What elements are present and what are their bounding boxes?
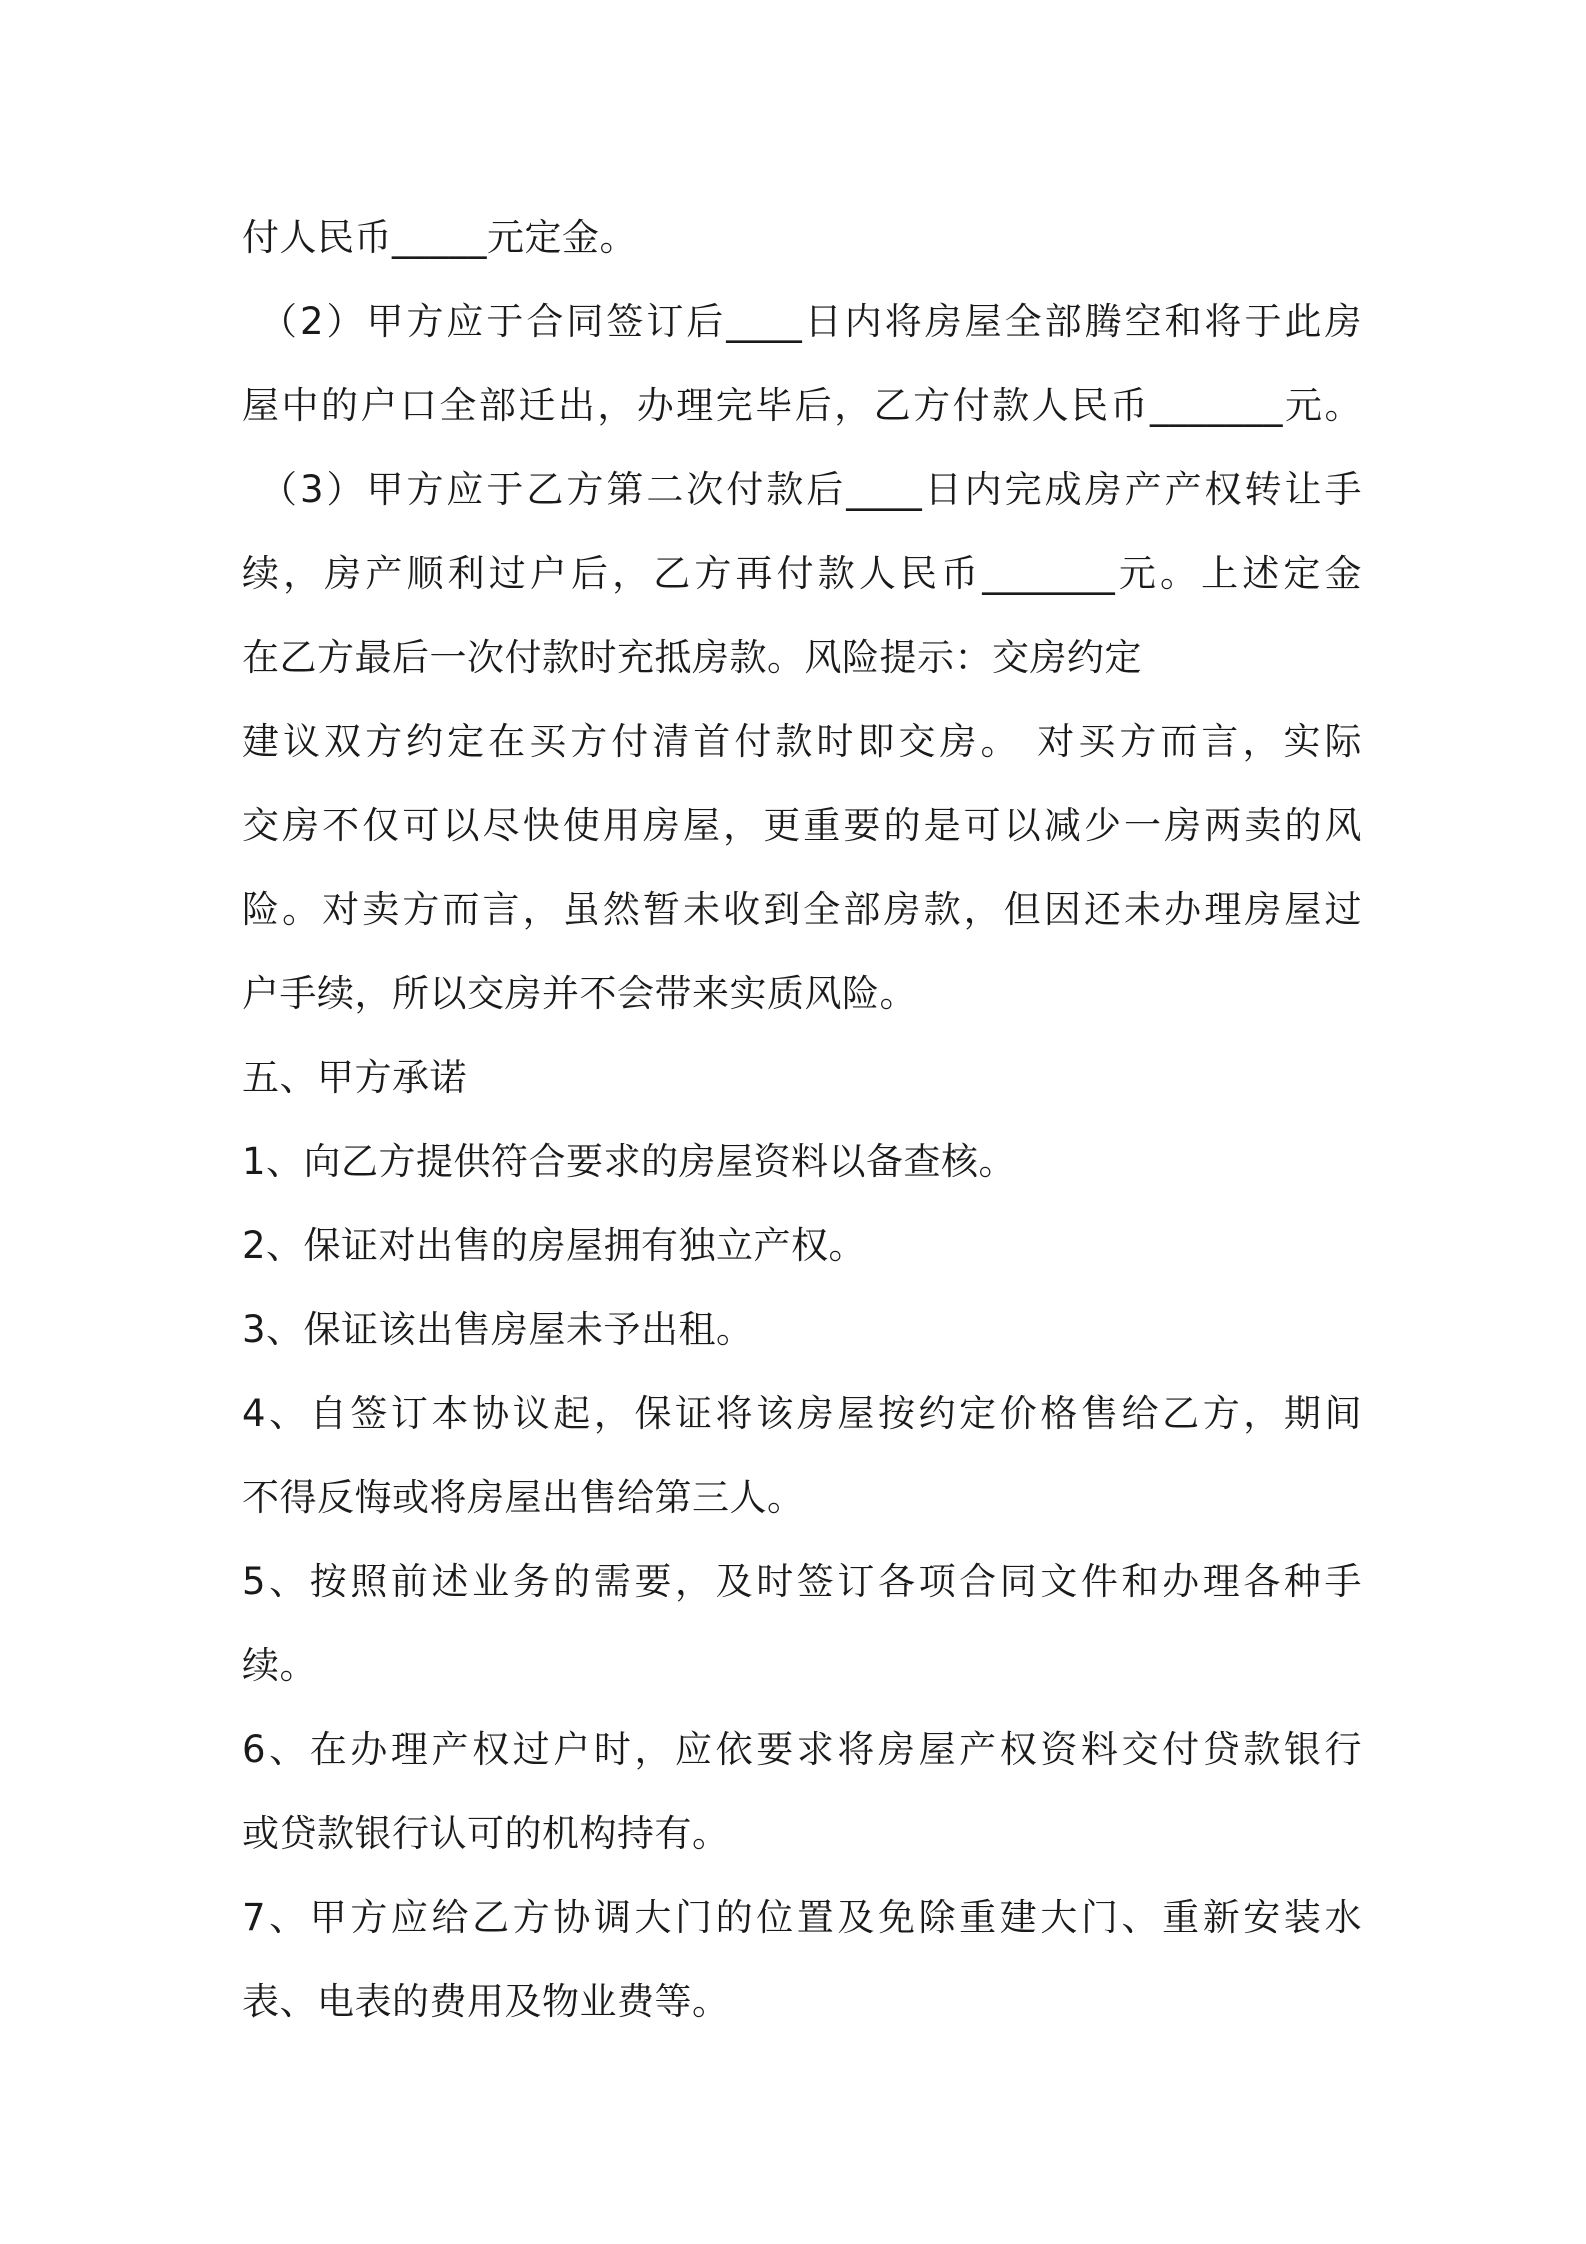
text-line: （3）甲方应于乙方第二次付款后____日内完成房产产权转让手 [260,468,1362,511]
document-body [242,196,1362,2044]
list-item: 2、保证对出售的房屋拥有独立产权。 [242,1224,867,1267]
text-line: 续。 [242,1644,317,1687]
list-item: 4、自签订本协议起，保证将该房屋按约定价格售给乙方，期间 [242,1392,1362,1435]
text-line: 或贷款银行认可的机构持有。 [242,1812,730,1855]
section-heading: 五、甲方承诺 [242,1056,467,1099]
text-line: （2）甲方应于合同签订后____日内将房屋全部腾空和将于此房 [260,300,1362,343]
list-item: 5、按照前述业务的需要，及时签订各项合同文件和办理各种手 [242,1560,1362,1603]
list-item: 1、向乙方提供符合要求的房屋资料以备查核。 [242,1140,1017,1183]
list-item: 6、在办理产权过户时，应依要求将房屋产权资料交付贷款银行 [242,1728,1362,1771]
text-line: 险。对卖方而言，虽然暂未收到全部房款，但因还未办理房屋过 [242,888,1362,931]
text-line: 交房不仅可以尽快使用房屋，更重要的是可以减少一房两卖的风 [242,804,1362,847]
text-line: 建议双方约定在买方付清首付款时即交房。 对买方而言，实际 [242,720,1362,763]
list-item: 3、保证该出售房屋未予出租。 [242,1308,754,1351]
text-line: 表、电表的费用及物业费等。 [242,1980,730,2023]
text-line: 屋中的户口全部迁出，办理完毕后，乙方付款人民币_______元。 [242,384,1362,427]
text-line: 在乙方最后一次付款时充抵房款。风险提示：交房约定 [242,636,1142,679]
text-line: 不得反悔或将房屋出售给第三人。 [242,1476,805,1519]
text-line: 续，房产顺利过户后，乙方再付款人民币_______元。上述定金 [242,552,1362,595]
text-line: 付人民币_____元定金。 [242,216,637,259]
list-item: 7、甲方应给乙方协调大门的位置及免除重建大门、重新安装水 [242,1896,1362,1939]
text-line: 户手续，所以交房并不会带来实质风险。 [242,972,917,1015]
